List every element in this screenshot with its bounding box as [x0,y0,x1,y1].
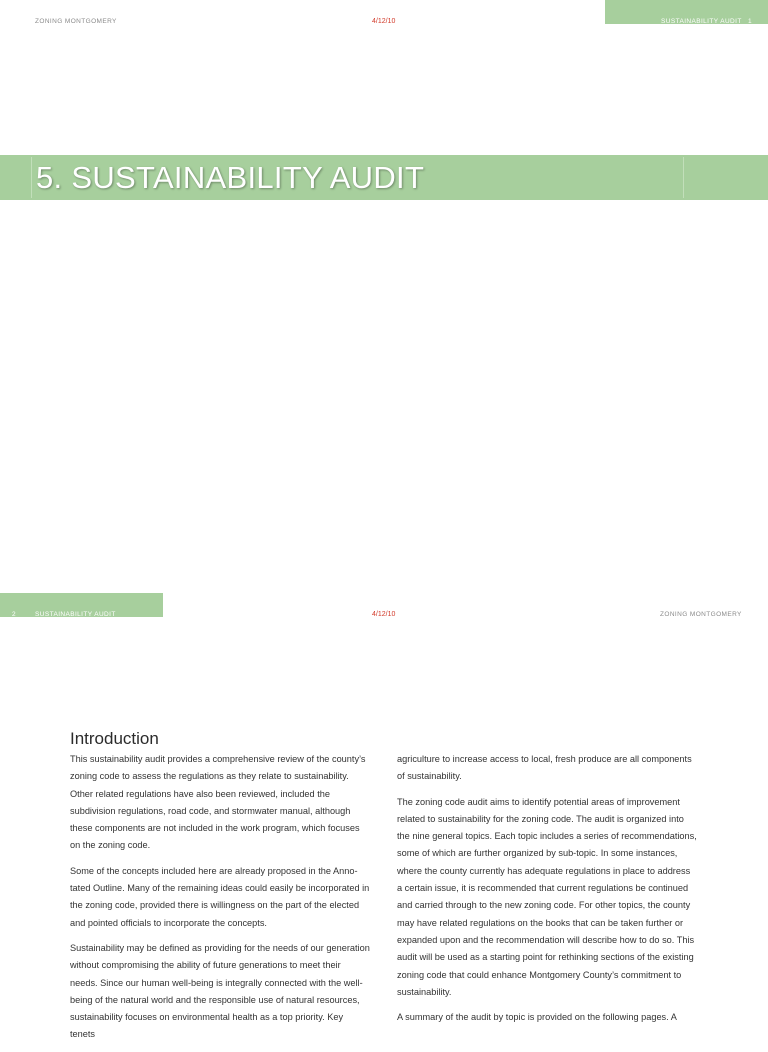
page1-header-date: 4/12/10 [372,18,396,25]
left-paragraph-2: Some of the concepts included here are already proposed in the Annotated Outline. Many of the remaining ideas could easily be incorporated in the zoning code, provided there is willingness on the part of the elected and pointed officials to incorporate the concepts. [70,865,370,928]
left-column [70,751,370,1052]
page1-header-tab [605,0,768,24]
page2-header-tab-label: SUSTAINABILITY AUDIT [35,611,116,618]
right-column [397,751,697,1034]
left-paragraph-1: This sustainability audit provides a comprehensive review of the county’s zoning code to assess the regulations as they relate to sustainability. Other related regulations have also been reviewed, included the subdivision regulations, road code, and stormwater manual, although these components are not included in the work program, which focuses on the zoning code. [70,754,366,851]
right-paragraph-2: The zoning code audit aims to identify potential areas of improvement related to sustainability for the zoning code. The audit is organized into the nine general topics. Each topic includes a series of recommendations, some of which are further organized by sub-topic. In some instances, where the county currently has adequate regulations in place to address a certain issue, it is recommended that current regulations be continued and carried through to the new zoning code. For other topics, the county may have related regulations on the books that can be taken further or expanded upon and the recommendation will describe how to do so. This audit will be used as a starting point for rethinking sections of the existing zoning code that could enhance Montgomery County’s commitment to sustainability. [397,796,697,997]
page2-header-right: ZONING MONTGOMERY [660,611,742,618]
page1-header-left: ZONING MONTGOMERY [35,18,117,25]
page1-page-number: 1 [748,18,753,25]
title-band-divider-right [683,157,684,198]
right-paragraph-3: A summary of the audit by topic is provided on the following pages. A [397,1012,677,1023]
page2-page-number: 2 [12,611,17,618]
section-heading: Introduction [70,729,159,748]
title-band-divider-left [31,157,32,198]
page1-header-tab-label: SUSTAINABILITY AUDIT [661,18,742,25]
page2-header-date: 4/12/10 [372,611,396,618]
left-paragraph-3: Sustainability may be defined as providing for the needs of our generation without compromising the ability of future generations to meet their needs. Since our human well-being is integrally connected with the well-being of the natural world and the responsible use of natural resources, sustainability focuses on environmental health as a top priority. Key tenets [70,942,370,1040]
chapter-title: 5. SUSTAINABILITY AUDIT [36,160,425,195]
page2-header-tab [0,593,163,617]
right-paragraph-1: agriculture to increase access to local, fresh produce are all components of sustainability. [397,754,692,782]
